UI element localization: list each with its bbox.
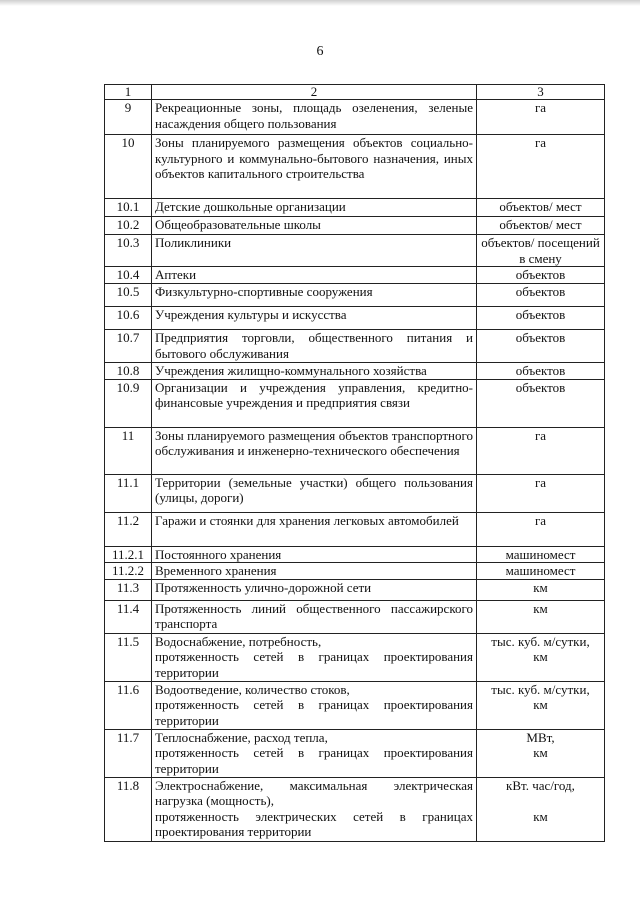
row-description: Гаражи и стоянки для хранения легковых автомобилей (152, 512, 477, 546)
row-unit: км (477, 600, 605, 633)
row-number: 10.3 (105, 235, 152, 267)
row-unit: объектов (477, 267, 605, 284)
row-description-line: Водоотведение, количество стоков, (155, 681, 350, 697)
row-description: Протяженность улично-дорожной сети (152, 579, 477, 600)
page-number: 6 (316, 44, 324, 59)
column-header-2: 2 (152, 85, 477, 100)
row-unit (477, 777, 605, 841)
table-row (105, 729, 605, 777)
row-description: Рекреационные зоны, площадь озеленения, зеленые насаждения общего пользования (152, 100, 477, 135)
row-number: 11.2.1 (105, 546, 152, 563)
table-row (105, 100, 605, 135)
row-unit-line: км (533, 697, 548, 712)
row-description-line: протяженность сетей в границах проектирования территории (155, 745, 473, 776)
table-row (105, 199, 605, 217)
row-description: Организации и учреждения управления, кредитно-финансовые учреждения и предприятия связи (152, 379, 477, 427)
row-description: Общеобразовательные школы (152, 217, 477, 235)
row-description: Детские дошкольные организации (152, 199, 477, 217)
row-unit-line: тыс. куб. м/сутки, (491, 633, 590, 649)
row-unit-line: кВт. час/год, (506, 777, 575, 793)
row-unit: объектов (477, 330, 605, 363)
row-description: Учреждения жилищно-коммунального хозяйства (152, 363, 477, 380)
row-unit-line (480, 793, 601, 809)
row-description-line: протяженность сетей в границах проектирования территории (155, 697, 473, 728)
table-row (105, 777, 605, 841)
row-description: Аптеки (152, 267, 477, 284)
table-row (105, 579, 605, 600)
row-description-line: Электроснабжение, максимальная электрическая нагрузка (мощность), (155, 777, 473, 808)
table-row (105, 330, 605, 363)
table-row (105, 563, 605, 580)
row-description: Зоны планируемого размещения объектов транспортного обслуживания и инженерно-технического обеспечения (152, 427, 477, 474)
table-row (105, 235, 605, 267)
table-row (105, 363, 605, 380)
row-unit: объектов (477, 379, 605, 427)
row-unit: га (477, 427, 605, 474)
row-number: 10.7 (105, 330, 152, 363)
row-number: 10 (105, 135, 152, 199)
row-unit: га (477, 100, 605, 135)
row-number: 11.4 (105, 600, 152, 633)
column-header-1: 1 (105, 85, 152, 100)
row-description-line: Теплоснабжение, расход тепла, (155, 729, 328, 745)
row-unit: объектов (477, 363, 605, 380)
row-unit (477, 633, 605, 681)
row-description (152, 729, 477, 777)
column-header-3: 3 (477, 85, 605, 100)
row-description: Учреждения культуры и искусства (152, 307, 477, 330)
row-number: 11.1 (105, 474, 152, 512)
row-unit: км (477, 579, 605, 600)
row-description: Постоянного хранения (152, 546, 477, 563)
row-number: 11.5 (105, 633, 152, 681)
row-unit-line: км (533, 649, 548, 664)
row-number: 10.2 (105, 217, 152, 235)
row-unit: объектов (477, 307, 605, 330)
row-number: 10.5 (105, 284, 152, 307)
row-number: 10.4 (105, 267, 152, 284)
table-row (105, 546, 605, 563)
scan-top-edge (0, 0, 640, 6)
row-number: 10.8 (105, 363, 152, 380)
row-description: Зоны планируемого размещения объектов социально-культурного и коммунально-бытового назначения, иных объектов капитального строительства (152, 135, 477, 199)
row-description: Поликлиники (152, 235, 477, 267)
table-row (105, 379, 605, 427)
row-number: 11.7 (105, 729, 152, 777)
row-description-line: протяженность сетей в границах проектирования территории (155, 649, 473, 680)
row-description-line: Водоснабжение, потребность, (155, 633, 322, 649)
table-row (105, 284, 605, 307)
row-unit: машиномест (477, 546, 605, 563)
row-unit-line: МВт, (526, 729, 555, 745)
row-number: 11.3 (105, 579, 152, 600)
row-description (152, 681, 477, 729)
table-row (105, 427, 605, 474)
row-unit-line: тыс. куб. м/сутки, (491, 681, 590, 697)
row-unit: объектов/ посещений в смену (477, 235, 605, 267)
row-number: 11 (105, 427, 152, 474)
row-unit: объектов (477, 284, 605, 307)
table-header-row (105, 85, 605, 100)
table-row (105, 135, 605, 199)
row-number: 11.6 (105, 681, 152, 729)
table-row (105, 633, 605, 681)
row-description: Протяженность линий общественного пассажирского транспорта (152, 600, 477, 633)
row-unit (477, 681, 605, 729)
row-number: 10.9 (105, 379, 152, 427)
indicator-table (104, 84, 605, 842)
row-unit-line: км (533, 745, 548, 760)
table-row (105, 600, 605, 633)
row-number: 11.8 (105, 777, 152, 841)
row-unit (477, 729, 605, 777)
row-unit: га (477, 474, 605, 512)
row-description (152, 777, 477, 841)
row-unit: га (477, 135, 605, 199)
row-description: Физкультурно-спортивные сооружения (152, 284, 477, 307)
row-number: 11.2 (105, 512, 152, 546)
table-row (105, 307, 605, 330)
row-unit: объектов/ мест (477, 217, 605, 235)
row-unit: машиномест (477, 563, 605, 580)
row-description: Территории (земельные участки) общего пользования (улицы, дороги) (152, 474, 477, 512)
row-unit: га (477, 512, 605, 546)
row-description (152, 633, 477, 681)
table-row (105, 681, 605, 729)
table-row (105, 474, 605, 512)
row-description: Временного хранения (152, 563, 477, 580)
row-number: 9 (105, 100, 152, 135)
row-unit-line: км (533, 808, 548, 824)
row-number: 11.2.2 (105, 563, 152, 580)
table-row (105, 217, 605, 235)
row-description: Предприятия торговли, общественного питания и бытового обслуживания (152, 330, 477, 363)
table-row (105, 512, 605, 546)
row-description-line: протяженность электрических сетей в границах проектирования территории (155, 808, 473, 839)
row-number: 10.1 (105, 199, 152, 217)
table-row (105, 267, 605, 284)
row-number: 10.6 (105, 307, 152, 330)
row-unit: объектов/ мест (477, 199, 605, 217)
